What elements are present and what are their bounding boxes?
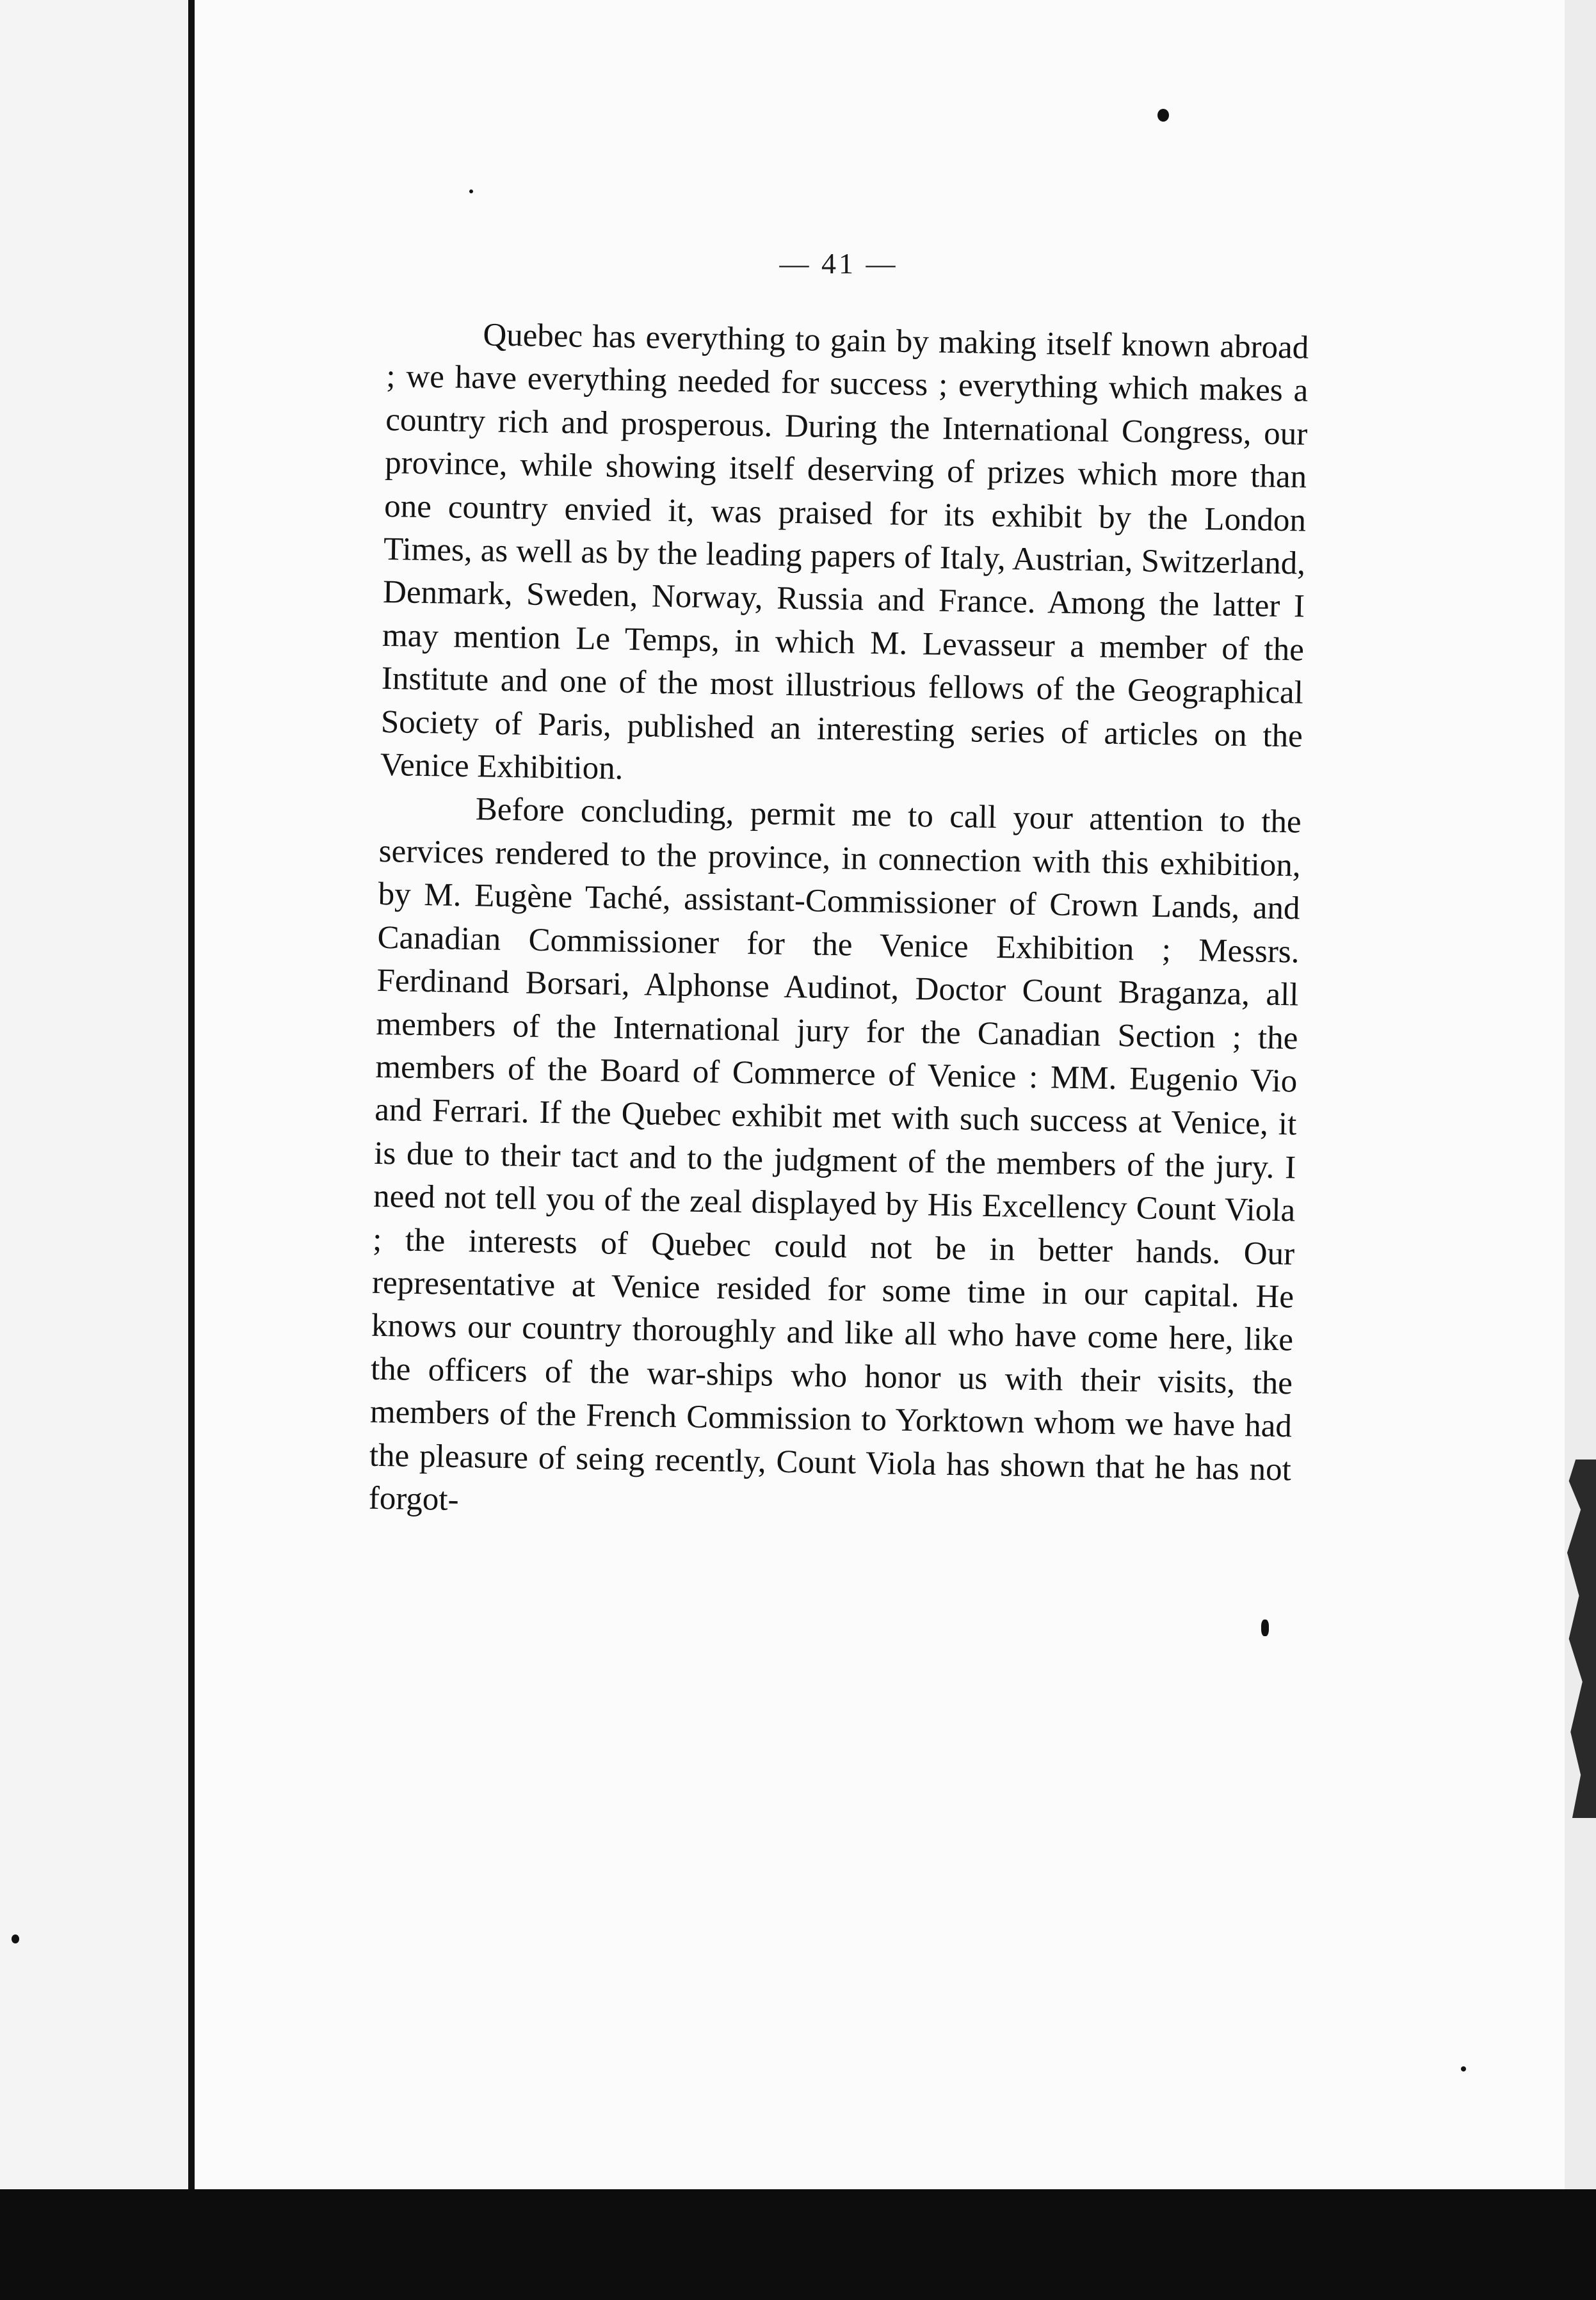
ink-speck bbox=[12, 1934, 19, 1943]
ink-speck bbox=[1157, 109, 1169, 122]
paragraph: Quebec has everything to gain by making itself known abroad ; we have everything needed for success ; everything which makes a country rich and prosperous. During the International Congress, our province, while showing itself deserving of prizes which more than one country envied it, was praised for its exhibit by the London Times, as well as by the leading papers of Italy, Austrian, Switzerland, Denmark, Sweden, Norway, Russia and France. Among the latter I may mention Le Temps, in which M. Levasseur a member of the Institute and one of the most illustrious fellows of the Geographical Society of Paris, published an interesting series of articles on the Venice Exhibition. bbox=[380, 317, 1309, 787]
ink-speck bbox=[469, 189, 473, 193]
ink-speck bbox=[1261, 1620, 1269, 1636]
paragraph: Before concluding, permit me to call your attention to the services rendered to the province, in connection with this exhibition, by M. Eugène Taché, assistant-Commissioner of Crown Lands, and Canadian Commissioner for the Venice Exhibition ; Messrs. Ferdinand Borsari, Alphonse Audinot, Doctor Count Braganza, all members of the International jury for the Canadian Section ; the members of the Board of Commerce of Venice : MM. Eugenio Vio and Ferrari. If the Quebec exhibit met with such success at Venice, it is due to their tact and to the judgment of the members of the jury. I need not tell you of the zeal displayed by His Excellency Count Viola ; the interests of Quebec could not be in better hands. Our representative at Venice resided for some time in our capital. He knows our country thoroughly and like all who have come here, like the officers of the war-ships who honor us with their visits, the members of the French Commission to Yorktown whom we have had the pleasure of seing recently, Count Viola has shown that he has not forgot- bbox=[368, 791, 1302, 1518]
body-text bbox=[368, 312, 1309, 1535]
binding-edge bbox=[188, 0, 195, 2189]
scanner-bottom-border bbox=[0, 2189, 1596, 2300]
page-number: — 41 — bbox=[779, 247, 898, 280]
right-page-edge bbox=[1565, 0, 1596, 2189]
ink-speck bbox=[1461, 2066, 1466, 2071]
